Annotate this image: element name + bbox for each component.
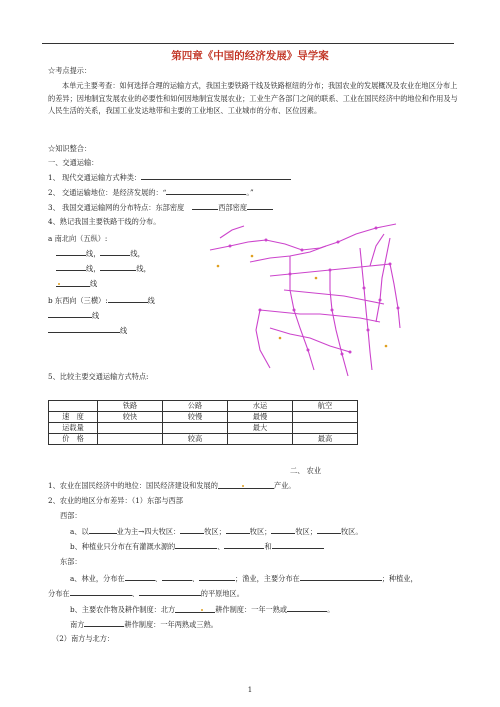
blank[interactable] xyxy=(272,541,324,549)
a-line1 xyxy=(56,248,145,258)
label: 南方 xyxy=(70,620,85,629)
label: 牧区。 xyxy=(340,527,363,536)
east-heading: 东部： xyxy=(60,557,82,566)
label: ；种植业， xyxy=(381,574,418,583)
blank[interactable] xyxy=(166,187,246,195)
a-heading: a 南北向（五纵）: xyxy=(48,234,108,243)
blank[interactable] xyxy=(175,605,215,613)
label: 线 xyxy=(90,279,98,288)
table-cell xyxy=(293,412,358,423)
blank[interactable] xyxy=(56,279,90,287)
q5: 5、比较主要交通运输方式特点: xyxy=(48,372,149,381)
blank[interactable] xyxy=(70,588,132,596)
table-cell: 最大 xyxy=(228,423,293,434)
blank[interactable] xyxy=(247,202,273,210)
label: 牧区； xyxy=(249,527,272,536)
blank[interactable] xyxy=(175,541,217,549)
transport-table xyxy=(48,400,358,445)
ag3: （2）南方与北方： xyxy=(52,634,115,643)
blank[interactable] xyxy=(108,295,148,303)
header-cell: 水运 xyxy=(228,401,293,412)
table-cell: 较高 xyxy=(163,434,228,445)
label: 产业。 xyxy=(273,481,296,490)
blank[interactable] xyxy=(162,573,192,581)
blank[interactable] xyxy=(141,172,291,180)
label: 耕作制度：一年一熟或 xyxy=(215,605,288,614)
kaodian-heading: ☆考点提示： xyxy=(48,66,92,75)
label: b、种植业只分布在有灌溉水源的 xyxy=(70,542,176,551)
railway-map xyxy=(190,218,420,390)
label: 和 xyxy=(264,542,272,551)
east-b-south xyxy=(70,619,218,629)
blank[interactable] xyxy=(180,526,204,534)
blank[interactable] xyxy=(89,526,117,534)
q2-text-b: 。” xyxy=(246,188,254,197)
label: 线 xyxy=(120,326,128,335)
q3 xyxy=(48,202,273,212)
label: 牧区； xyxy=(295,527,317,536)
label: 的平原地区。 xyxy=(200,589,244,598)
blank[interactable] xyxy=(317,526,341,534)
label: 。 xyxy=(327,605,335,614)
label: 、 xyxy=(217,542,225,551)
b-line3 xyxy=(48,325,127,335)
table-cell xyxy=(98,434,163,445)
label: 1、农业在国民经济中的地位：国民经济建设和发展的 xyxy=(48,481,218,490)
header-cell: 航空 xyxy=(293,401,358,412)
part2-heading: 二、 农业 xyxy=(290,466,322,475)
table-cell xyxy=(293,423,358,434)
ag1 xyxy=(48,481,295,490)
label: 线 xyxy=(147,296,155,305)
header-cell xyxy=(49,401,98,412)
label: 、 xyxy=(131,589,139,598)
west-heading: 西部： xyxy=(60,511,82,520)
header-cell: 公路 xyxy=(163,401,228,412)
blank[interactable] xyxy=(271,526,295,534)
q4: 4、熟记我国主要铁路干线的分布。 xyxy=(48,217,161,226)
blank[interactable] xyxy=(300,573,382,581)
table-cell: 较快 xyxy=(98,412,163,423)
zhishi-heading: ☆知识整合： xyxy=(48,144,92,153)
railway-stations xyxy=(229,227,400,356)
blank[interactable] xyxy=(226,526,250,534)
table-row xyxy=(49,423,358,434)
label: 分布在 xyxy=(48,589,70,598)
blank[interactable] xyxy=(192,202,218,210)
label: 线， xyxy=(86,264,101,273)
header-rule xyxy=(42,43,454,44)
blank[interactable] xyxy=(48,325,120,333)
b-line2 xyxy=(48,310,99,320)
a-line2 xyxy=(56,263,151,273)
blank[interactable] xyxy=(48,310,92,318)
blank[interactable] xyxy=(224,541,264,549)
label: ；渔业，主要分布在 xyxy=(235,574,300,583)
q2 xyxy=(48,187,254,197)
b-heading xyxy=(48,295,155,305)
table-row xyxy=(49,412,358,423)
label: 线， xyxy=(130,249,145,258)
part1-heading: 一、交通运输： xyxy=(48,158,99,167)
q3-text-a: 3、 我国交通运输网的分布特点：东部密度 xyxy=(48,203,185,212)
table-cell: 速 度 xyxy=(49,412,98,423)
label: a、以 xyxy=(70,527,89,536)
label: b、主要农作物及耕作制度：北方 xyxy=(70,605,176,614)
table-header-row xyxy=(49,401,358,412)
label: a、林业，分布在 xyxy=(70,574,125,583)
label: 线， xyxy=(136,264,151,273)
blank[interactable] xyxy=(287,604,327,612)
header-cell: 铁路 xyxy=(98,401,163,412)
q1-text: 1、 现代交通运输方式种类： xyxy=(48,173,142,182)
q3-text-b: 西部密度 xyxy=(218,203,248,212)
q1 xyxy=(48,172,291,182)
blank[interactable] xyxy=(199,573,235,581)
table-cell: 最高 xyxy=(293,434,358,445)
table-cell xyxy=(228,434,293,445)
railway-lines xyxy=(210,224,400,376)
blank[interactable] xyxy=(218,481,274,489)
east-a-cont xyxy=(48,588,244,598)
a-line3 xyxy=(56,279,97,288)
table-cell: 最慢 xyxy=(228,412,293,423)
blank[interactable] xyxy=(125,573,155,581)
page-number: 1 xyxy=(247,686,253,694)
label: 线 xyxy=(92,311,100,320)
label: 耕作制度：一年两熟或三熟。 xyxy=(124,620,218,629)
west-b xyxy=(70,541,324,551)
label: b 东西向（三横）: xyxy=(48,296,108,305)
table-cell: 价 格 xyxy=(49,434,98,445)
blank[interactable] xyxy=(84,619,124,627)
west-a xyxy=(70,526,363,536)
table-cell xyxy=(98,423,163,434)
east-a xyxy=(70,573,418,583)
table-row xyxy=(49,434,358,445)
blank[interactable] xyxy=(56,248,86,256)
blank[interactable] xyxy=(100,263,136,271)
kaodian-text: 本单元主要考查：如何选择合理的运输方式，我国主要铁路干线及铁路枢纽的分布；我国农业的发展概况及农业在地区分布上的差异；因地制宜发展农业的必要性和如何因地制宜发展农业；工业生产各部门之间的联系、工业在国民经济中的地位和作用及与人民生活的关系，我国工业发达地带和主要的工业地区、工业城市的分布、区位因素。 xyxy=(48,81,458,115)
blank[interactable] xyxy=(100,248,130,256)
blank[interactable] xyxy=(139,588,201,596)
ag2: 2、农业的地区分布差异：（1）东部与西部 xyxy=(48,496,183,505)
table-cell: 较慢 xyxy=(163,412,228,423)
blank[interactable] xyxy=(56,263,86,271)
table-cell xyxy=(163,423,228,434)
label: 、 xyxy=(154,574,162,583)
label: 牧区； xyxy=(204,527,226,536)
label: 业为主→四大牧区： xyxy=(116,527,181,536)
table-cell: 运载量 xyxy=(49,423,98,434)
label: 线， xyxy=(86,249,101,258)
q2-text-a: 2、 交通运输地位：是经济发展的：“ xyxy=(48,188,167,197)
page-title: 第四章《中国的经济发展》导学案 xyxy=(171,50,329,62)
label: 、 xyxy=(191,574,200,583)
east-b xyxy=(70,604,334,614)
